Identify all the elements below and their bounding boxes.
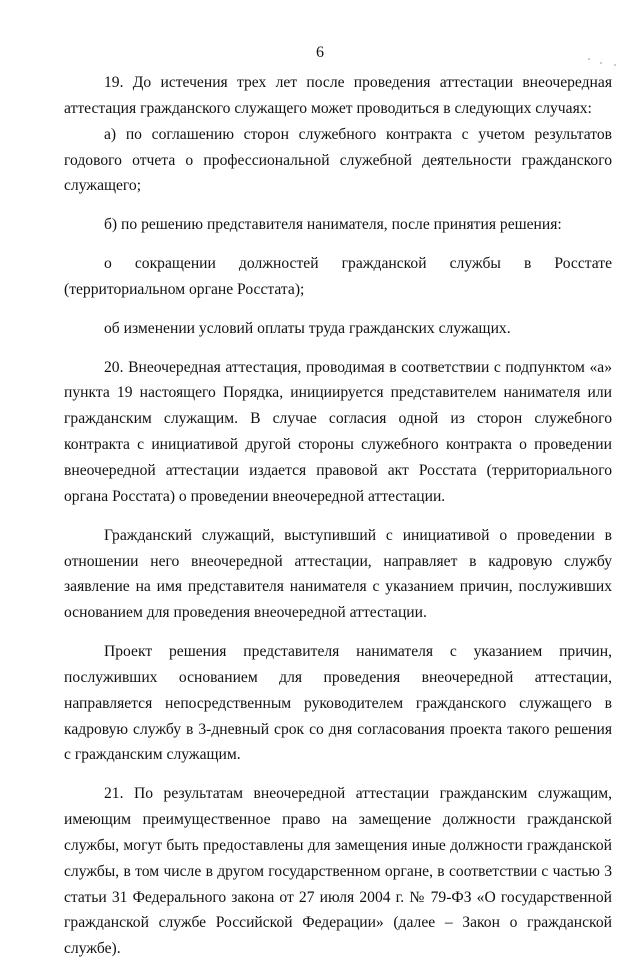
paragraph-20: 20. Внеочередная аттестация, проводимая в соответствии с подпунктом «а» пункта 19 настоящего Порядка, инициируется представителем нанимателя или гражданским служащим. В случае согласия одной из сторон служебного контракта с инициативой другой стороны служебного контракта о проведении внеочередной аттестации издается правовой акт Росстата (территориального органа Росстата) о проведении внеочередной аттестации.	[64, 358, 612, 505]
paragraph-19-b: б) по решению представителя нанимателя, после принятия решения:	[104, 216, 562, 234]
paragraph-19: 19. До истечения трех лет после проведения аттестации внеочередная аттестация гражданского служащего может проводиться в следующих случаях:	[64, 74, 612, 117]
scan-speck	[614, 64, 616, 66]
scan-speck	[588, 58, 590, 60]
page-number: 6	[316, 44, 324, 61]
paragraph-21: 21. По результатам внеочередной аттестации гражданским служащим, имеющим преимущественное право на замещение должности гражданской службы, могут быть предоставлены для замещения иные должности гражданской службы, в том числе в другом государственном органе, в соответствии с частью 3 статьи 31 Федерального закона от 27 июля 2004 г. № 79-ФЗ «О государственной гражданской службе Российской Федерации» (далее – Закон о гражданской службе).	[64, 785, 612, 958]
document-body	[64, 70, 612, 962]
paragraph-20-draft-decision: Проект решения представителя нанимателя с указанием причин, послуживших основанием для проведения внеочередной аттестации, направляется непосредственным руководителем гражданского служащего в кадровую службу в 3-дневный срок со дня согласования проекта такого решения с гражданским служащим.	[64, 643, 612, 764]
paragraph-19-a: а) по соглашению сторон служебного контракта с учетом результатов годового отчета о профессиональной служебной деятельности гражданского служащего;	[64, 125, 612, 195]
paragraph-19-b-pay-change: об изменении условий оплаты труда гражданских служащих.	[104, 319, 511, 337]
scan-speck	[600, 62, 602, 64]
paragraph-20-initiative: Гражданский служащий, выступивший с инициативой о проведении в отношении него внеочередной аттестации, направляет в кадровую службу заявление на имя представителя нанимателя с указанием причин, послуживших основанием для проведения внеочередной аттестации.	[64, 526, 612, 622]
paragraph-19-b-reduction: о сокращении должностей гражданской службы в Росстате (территориальном органе Росстата);	[64, 255, 612, 298]
